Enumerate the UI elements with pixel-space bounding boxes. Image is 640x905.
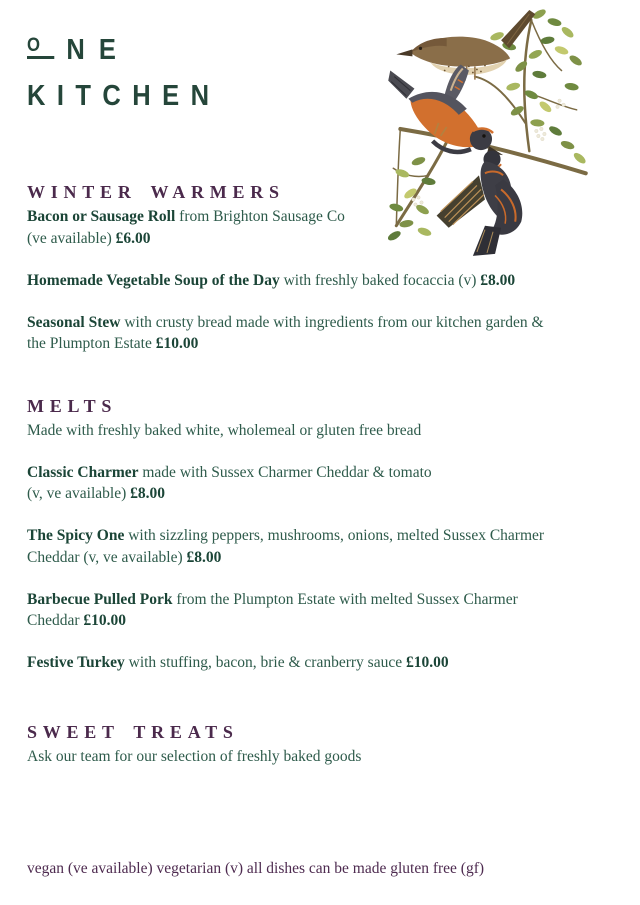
item-price: £10.00 — [155, 335, 199, 352]
menu-item — [27, 462, 593, 505]
item-name: Classic Charmer — [27, 463, 139, 481]
item-price: £8.00 — [480, 271, 516, 289]
menu-item — [27, 525, 593, 568]
item-price: £8.00 — [186, 548, 222, 566]
item-name: Homemade Vegetable Soup of the Day — [27, 271, 280, 289]
item-text: Cheddar (v, ve available) — [27, 548, 187, 566]
section-title: SWEET TREATS — [27, 721, 239, 742]
item-name: Seasonal Stew — [27, 313, 121, 331]
menu-item — [27, 270, 593, 292]
middle-bird — [388, 64, 503, 155]
logo-word-one — [27, 36, 221, 65]
logo-word-kitchen: KITCHEN — [27, 80, 221, 112]
item-text: the Plumpton Estate — [27, 335, 156, 352]
section-title: MELTS — [27, 395, 118, 416]
item-text: made with Sussex Charmer Cheddar & tomato — [138, 463, 432, 481]
section-intro: Made with freshly baked white, wholemeal or gluten free bread — [27, 421, 422, 439]
item-text: with stuffing, bacon, brie & cranberry sauce — [124, 654, 406, 671]
item-text: Cheddar — [27, 612, 84, 629]
item-name: Barbecue Pulled Pork — [27, 590, 173, 608]
item-name: Bacon or Sausage Roll — [27, 208, 176, 225]
item-price: £8.00 — [130, 485, 166, 502]
item-price: £6.00 — [115, 229, 151, 247]
item-text: with crusty bread made with ingredients from our kitchen garden & — [120, 313, 544, 331]
menu-item — [27, 652, 593, 674]
item-price: £10.00 — [405, 654, 449, 671]
item-text: with freshly baked focaccia (v) — [279, 271, 481, 289]
dietary-footer-note: vegan (ve available) vegetarian (v) all dishes can be made gluten free (gf) — [27, 859, 485, 877]
item-text: from Brighton Sausage Co — [175, 208, 345, 225]
logo-underlined-o: O — [27, 37, 54, 59]
menu-section — [27, 181, 593, 355]
menu-item — [27, 206, 593, 249]
menu-item — [27, 312, 593, 355]
section-intro: Ask our team for our selection of freshly baked goods — [27, 747, 362, 765]
item-price: £10.00 — [83, 612, 127, 629]
item-text: (ve available) — [27, 229, 116, 247]
item-text: from the Plumpton Estate with melted Sussex Charmer — [172, 590, 518, 608]
menu-item — [27, 589, 593, 632]
one-kitchen-logo — [27, 36, 221, 111]
section-title: WINTER WARMERS — [27, 182, 285, 202]
item-text: (v, ve available) — [27, 485, 131, 502]
item-name: Festive Turkey — [27, 654, 125, 671]
logo-ne: NE — [66, 34, 131, 66]
menu-section — [27, 395, 593, 674]
menu-section — [27, 721, 593, 768]
menu-sections — [27, 181, 593, 767]
item-name: The Spicy One — [27, 527, 125, 544]
item-text: with sizzling peppers, mushrooms, onions, melted Sussex Charmer — [124, 527, 545, 544]
